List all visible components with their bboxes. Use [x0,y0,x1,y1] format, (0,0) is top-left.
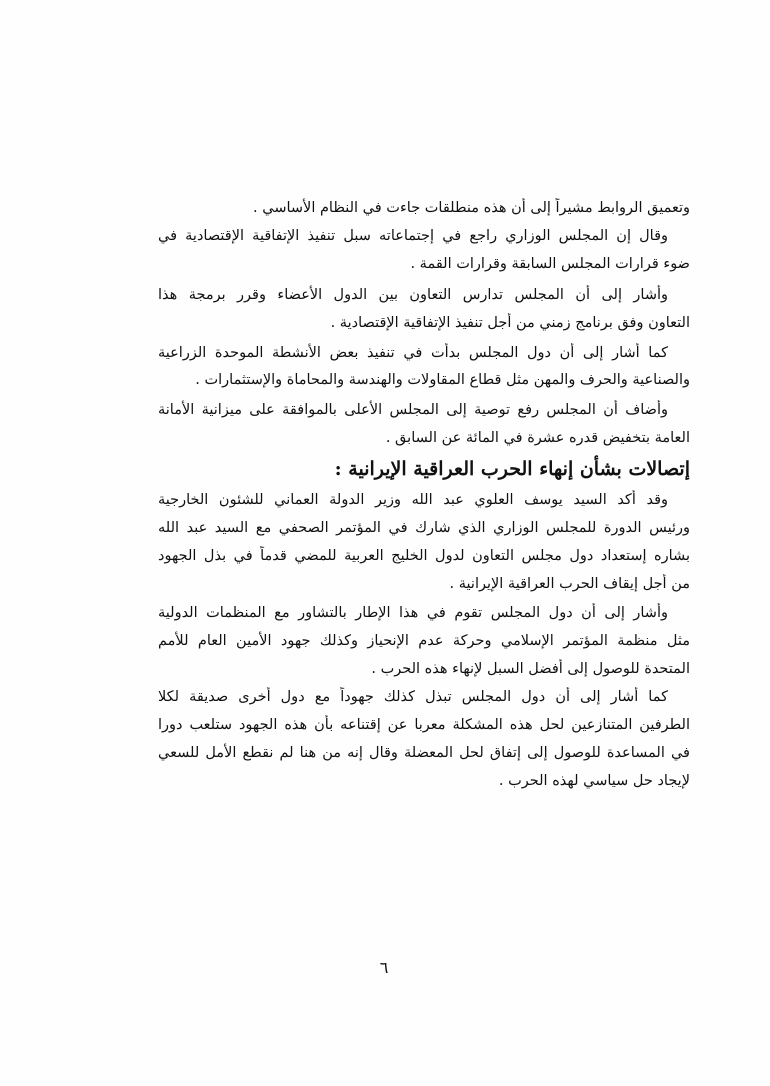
text-line: المتحدة للوصول إلى أفضل السبل لإنهاء هذه الحرب . [371,661,690,677]
text-line: كما أشار إلى أن دول المجلس بدأت في تنفيذ بعض الأنشطة الموحدة الزراعية [158,345,668,361]
page-number: ٦ [379,958,389,977]
text-line: وقد أكد السيد يوسف العلوي عبد الله وزير الدولة العماني للشئون الخارجية [158,492,668,508]
text-line: التعاون وفق برنامج زمني من أجل تنفيذ الإتفاقية الإقتصادية . [330,315,690,331]
text-line: والصناعية والحرف والمهن مثل قطاع المقاولات والهندسة والمحاماة والإستثمارات . [195,372,690,388]
text-line: مثل منظمة المؤتمر الإسلامي وحركة عدم الإنحياز وكذلك جهود الأمين العام للأمم [158,633,690,649]
text-line: وأشار إلى أن المجلس تدارس التعاون بين الدول الأعضاء وقرر برمجة هذا [158,287,668,303]
text-line: ورئيس الدورة للمجلس الوزاري الذي شارك في المؤتمر الصحفي مع السيد عبد الله [158,520,690,536]
section-heading: إتصالات بشأن إنهاء الحرب العراقية الإيرانية : [334,458,690,480]
text-line: ضوء قرارات المجلس السابقة وقرارات القمة . [410,256,690,272]
text-line: من أجل إيقاف الحرب العراقية الإيرانية . [449,576,690,592]
text-line: وتعميق الروابط مشيراً إلى أن هذه منطلقات جاءت في النظام الأساسي . [253,200,690,216]
text-line: وأضاف أن المجلس رفع توصية إلى المجلس الأعلى بالموافقة على ميزانية الأمانة [158,402,668,418]
text-line: في المساعدة للوصول إلى إتفاق لحل المعضلة وقال إنه من هنا لم نقطع الأمل للسعي [158,745,690,761]
text-line: الطرفين المتنازعين لحل هذه المشكلة معربا عن إقتناعه بأن هذه الجهود ستلعب دورا [158,717,690,733]
text-line: لإيجاد حل سياسي لهذه الحرب . [498,773,690,789]
text-line: بشاره إستعداد دول مجلس التعاون لدول الخليج العربية للمضي قدماً في بذل الجهود [158,548,690,564]
text-line: وقال إن المجلس الوزاري راجع في إجتماعاته سبل تنفيذ الإتفاقية الإقتصادية في [158,228,668,244]
text-line: وأشار إلى أن دول المجلس تقوم في هذا الإطار بالتشاور مع المنظمات الدولية [158,605,668,621]
text-line: كما أشار إلى أن دول المجلس تبذل كذلك جهوداً مع دول أخرى صديقة لكلا [158,689,668,705]
text-line: العامة بتخفيض قدره عشرة في المائة عن السابق . [385,430,690,446]
